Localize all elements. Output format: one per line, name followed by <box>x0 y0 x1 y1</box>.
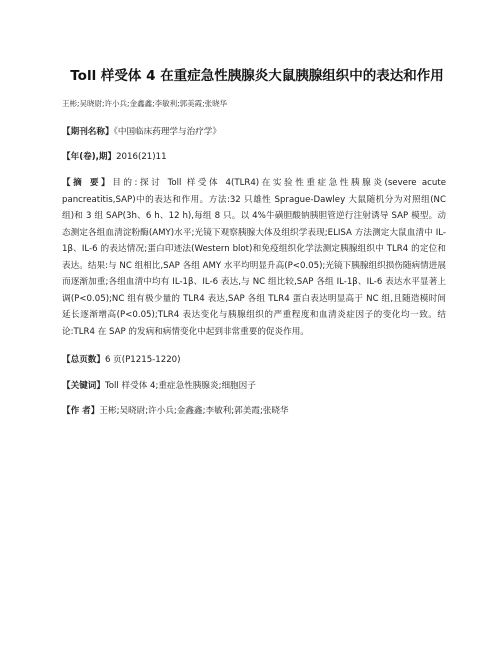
journal-label: 【期刊名称】 <box>62 127 114 137</box>
document-title: Toll 样受体 4 在重症急性胰腺炎大鼠胰腺组织中的表达和作用 <box>70 68 444 84</box>
keywords-value: Toll 样受体 4;重症急性胰腺炎;细胞因子 <box>104 380 256 391</box>
page-count-field <box>62 352 446 369</box>
abstract-field <box>62 175 446 340</box>
authors-field <box>62 403 446 420</box>
abstract-label: 【摘 要】 <box>62 178 113 188</box>
journal-value: 《中国临床药理学与治疗学》 <box>113 127 221 137</box>
authors-label: 【作 者】 <box>62 406 100 416</box>
year-volume-issue-value: 2016(21)11 <box>116 151 167 162</box>
page-count-value: 6 页(P1215-1220) <box>104 355 181 365</box>
journal-field <box>62 124 446 141</box>
authors-value: 王彬;吴晓尉;许小兵;金鑫鑫;李敏利;郭美霞;张晓华 <box>99 406 289 416</box>
year-volume-issue-label: 【年(卷),期】 <box>62 151 117 162</box>
abstract-text: 目的:探讨 Toll 样受体 4(TLR4)在实验性重症急性胰腺炎(severe acute pancreatitis,SAP)中的表达和作用。方法:32 只雄性 Sprague-Dawley 大鼠随机分为对照组(NC 组)和 3 组 SAP(3h、6 h、12 h),每组 8 只。以 4%牛磺胆酸钠胰胆管逆行注射诱导 SAP 模型。动态测定各组血清淀粉酶(AMY)水平;光镜下观察胰腺大体及组织学表现;ELISA 方法测定大鼠血清中 IL-1β、IL-6 的表达情况;蛋白印迹法(Western blot)和免疫组织化学法测定胰腺组织中 TLR4 的定位和表达。结果:与 NC 组相比,SAP 各组 AMY 水平均明显升高(P<0.05);光镜下胰腺组织损伤随病情进展而逐渐加重;各组血清中均有 IL-1β、IL-6 表达,与 NC 组比较,SAP 各组 IL-1β、IL-6 表达水平显著上调(P<0.05);NC 组有极少量的 TLR4 表达,SAP 各组 TLR4 蛋白表达明显高于 NC 组,且随造模时间延长逐渐增高(P<0.05);TLR4 表达变化与胰腺组织的严重程度和血清炎症因子的变化均一致。结论:TLR4 在 SAP 的发病和病情变化中起到非常重要的促炎作用。 <box>62 178 446 337</box>
author-list: 王彬;吴晓尉;许小兵;金鑫鑫;李敏利;郭美霞;张晓华 <box>62 99 228 108</box>
keywords-label: 【关键词】 <box>62 380 105 391</box>
keywords-field <box>62 378 446 395</box>
year-volume-issue-field <box>62 149 446 166</box>
page-count-label: 【总页数】 <box>62 355 105 365</box>
